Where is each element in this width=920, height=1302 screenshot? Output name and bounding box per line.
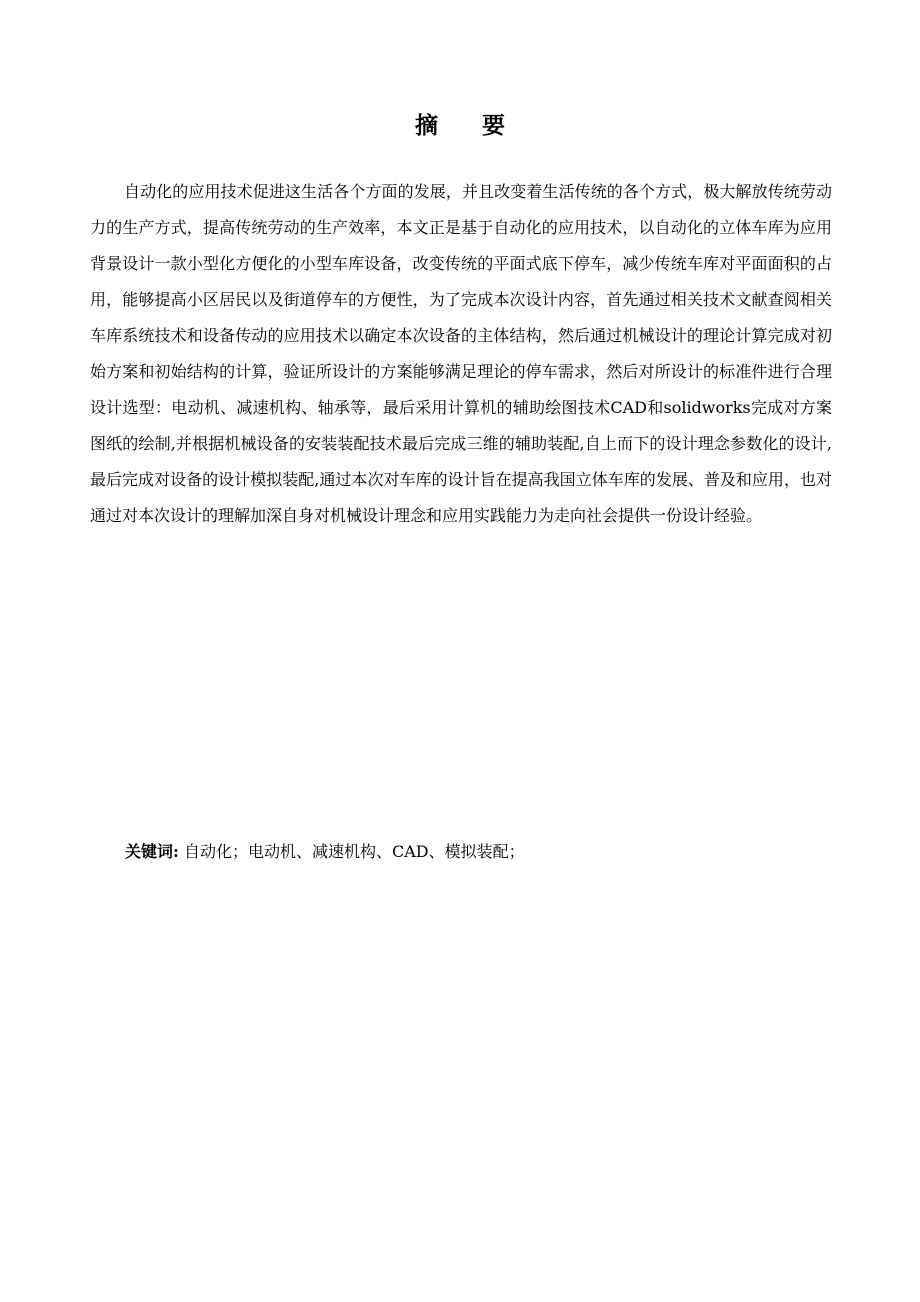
keywords-line: [125, 836, 825, 868]
abstract-paragraph: 自动化的应用技术促进这生活各个方面的发展，并且改变着生活传统的各个方式，极大解放传统劳动力的生产方式，提高传统劳动的生产效率，本文正是基于自动化的应用技术，以自动化的立体车库为应用背景设计一款小型化方便化的小型车库设备，改变传统的平面式底下停车，减少传统车库对平面面积的占用，能够提高小区居民以及街道停车的方便性，为了完成本次设计内容，首先通过相关技术文献查阅相关车库系统技术和设备传动的应用技术以确定本次设备的主体结构，然后通过机械设计的理论计算完成对初始方案和初始结构的计算，验证所设计的方案能够满足理论的停车需求，然后对所设计的标准件进行合理设计选型：电动机、减速机构、轴承等，最后采用计算机的辅助绘图技术CAD和solidworks完成对方案图纸的绘制,并根据机械设备的安装装配技术最后完成三维的辅助装配,自上而下的设计理念参数化的设计,最后完成对设备的设计模拟装配,通过本次对车库的设计旨在提高我国立体车库的发展、普及和应用，也对通过对本次设计的理解加深自身对机械设计理念和应用实践能力为走向社会提供一份设计经验。: [90, 182, 832, 525]
page-title: 摘 要: [414, 112, 523, 139]
keywords-label: 关键词:: [125, 842, 179, 861]
keywords-value: 自动化；电动机、减速机构、CAD、模拟装配；: [178, 842, 525, 861]
